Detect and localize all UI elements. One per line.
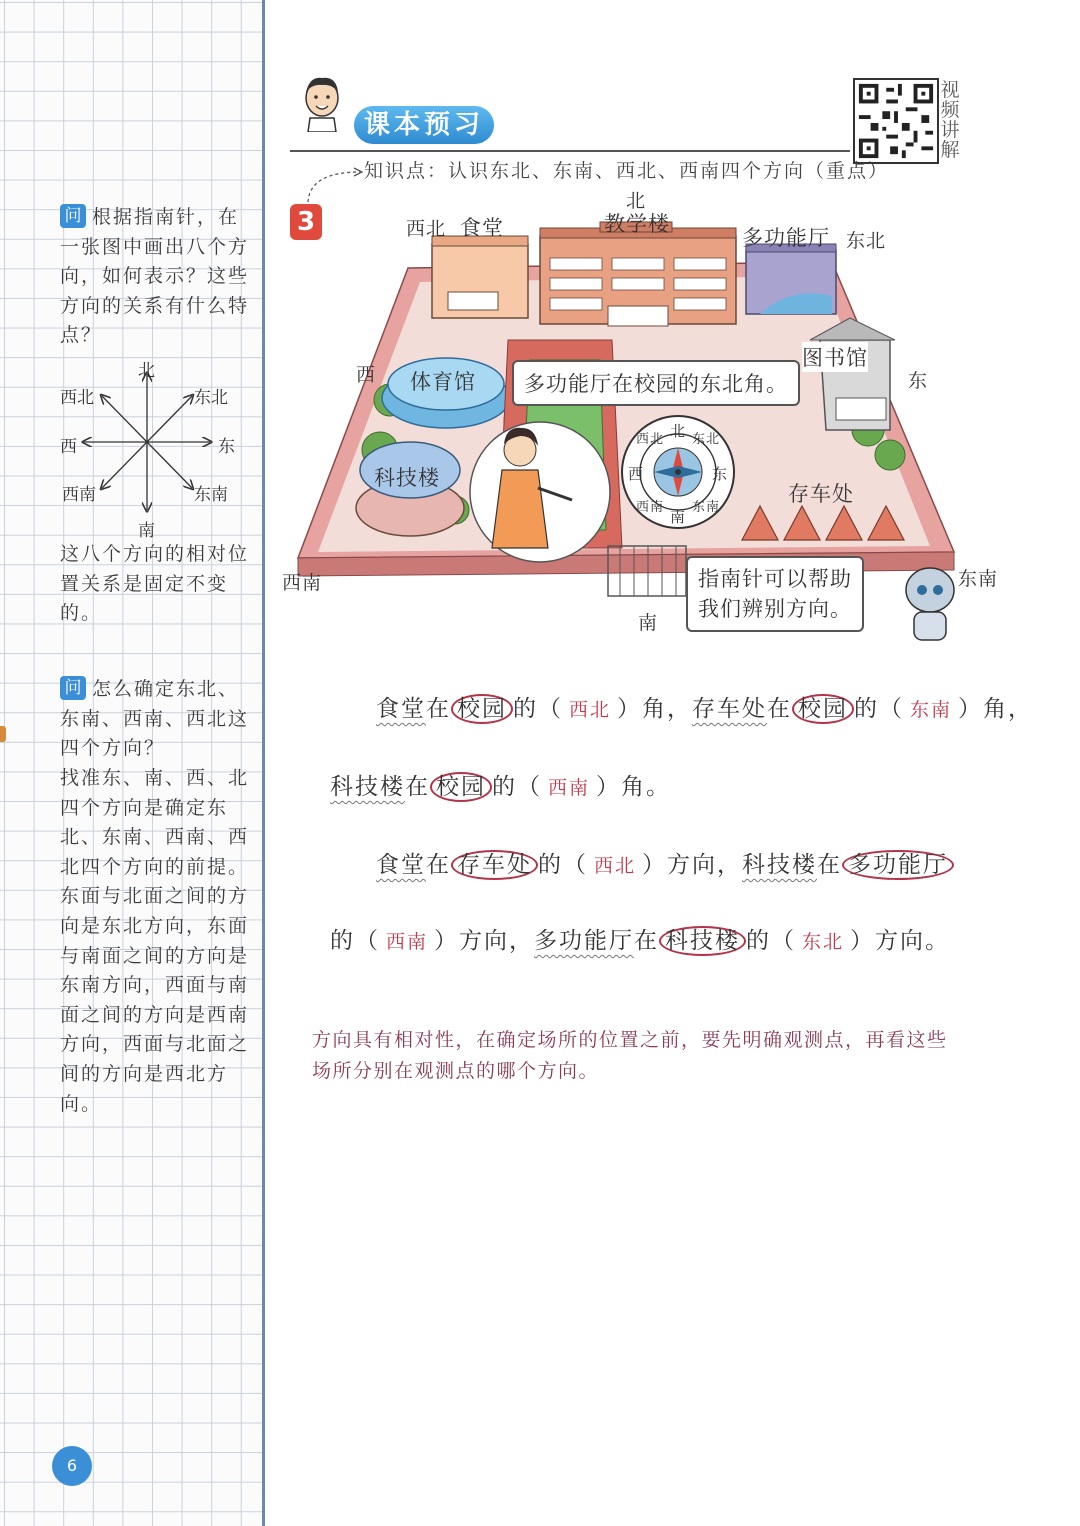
- stmt-text: ）方向，: [434, 928, 535, 954]
- compass-south: 南: [670, 508, 687, 526]
- statement-4: [330, 922, 950, 955]
- stmt-subject: 科技楼: [330, 774, 405, 800]
- stmt-reference: 校园: [451, 694, 513, 724]
- robot-speech-line-2: 我们辨别方向。: [698, 597, 852, 621]
- compass-southeast: 东南: [692, 500, 721, 515]
- stmt-reference: 科技楼: [659, 926, 746, 956]
- diagram-west: 西: [60, 437, 77, 457]
- label-northwest: 西北: [406, 218, 447, 240]
- diagram-northwest: 西北: [60, 388, 94, 408]
- stmt-answer: 西南: [386, 931, 429, 953]
- sidebar-answer-2: 找准东、南、西、北四个方向是确定东北、东南、西南、西北四个方向的前提。东面与北面之间的方向是东北方向，东面与南面之间的方向是东南方向，西面与南面之间的方向是西南方向，西面与北面之间的方向是西北方向。: [60, 767, 250, 1115]
- stmt-subject: 科技楼: [742, 852, 818, 878]
- stmt-answer: 西南: [548, 777, 591, 799]
- label-cafeteria: 食堂: [460, 216, 504, 240]
- video-lecture-label[interactable]: 视频讲解: [940, 79, 960, 161]
- compass-north: 北: [670, 422, 687, 440]
- page-edge-tab: [0, 726, 6, 742]
- stmt-text: 在: [426, 696, 451, 722]
- stmt-text: ）角。: [596, 774, 672, 800]
- label-southwest: 西南: [282, 572, 323, 594]
- diagram-southeast: 东南: [194, 485, 228, 505]
- statement-2: [330, 768, 671, 801]
- girl-figure: [470, 422, 610, 562]
- stmt-text: 的（: [538, 852, 588, 878]
- label-multi-hall: 多功能厅: [742, 226, 830, 250]
- label-south: 南: [638, 612, 659, 634]
- stmt-text: 的（: [330, 928, 380, 954]
- stmt-text: 的（: [854, 696, 905, 722]
- label-northeast: 东北: [846, 230, 887, 252]
- label-southeast: 东南: [958, 568, 999, 590]
- diagram-southwest: 西南: [62, 485, 96, 505]
- stmt-text: ）方向，: [642, 852, 743, 878]
- diagram-north: 北: [138, 361, 155, 381]
- label-science-building: 科技楼: [374, 466, 440, 490]
- sidebar-answer-1: 这八个方向的相对位置关系是固定不变的。: [60, 543, 250, 625]
- label-east: 东: [908, 370, 929, 392]
- question-badge: 问: [60, 676, 86, 700]
- label-bike-shed: 存车处: [788, 482, 854, 506]
- diagram-east: 东: [218, 437, 235, 457]
- stmt-answer: 西北: [594, 855, 637, 877]
- robot-speech-bubble: [686, 556, 864, 632]
- label-north: 北: [626, 190, 647, 212]
- question-1-text: 根据指南针，在一张图中画出八个方向，如何表示？这些方向的关系有什么特点？: [60, 206, 250, 347]
- multi-purpose-hall: [746, 244, 836, 314]
- compass-northwest: 西北: [636, 432, 665, 447]
- stmt-answer: 西北: [569, 699, 612, 721]
- statement-3: [376, 846, 954, 879]
- stmt-text: 的（: [513, 696, 563, 722]
- stmt-subject: 多功能厅: [534, 928, 635, 954]
- knowledge-point: 知识点：认识东北、东南、西北、西南四个方向（重点）: [364, 160, 890, 182]
- stmt-text: ）角，: [617, 696, 693, 722]
- section-title: 课本预习: [354, 106, 494, 144]
- stmt-reference: 校园: [792, 694, 854, 724]
- diagram-northeast: 东北: [194, 388, 228, 408]
- stmt-text: ）角，: [958, 696, 1034, 722]
- stmt-text: 在: [405, 774, 430, 800]
- stmt-reference: 多功能厅: [842, 850, 954, 880]
- cafeteria-building: [432, 236, 528, 318]
- diagram-south: 南: [138, 521, 155, 541]
- stmt-text: 的（: [746, 928, 797, 954]
- stmt-text: ）方向。: [850, 928, 951, 954]
- question-2-text: 怎么确定东北、东南、西南、西北这四个方向？: [60, 678, 250, 760]
- compass-northeast: 东北: [692, 432, 721, 447]
- statement-1: [376, 690, 1033, 723]
- compass-west: 西: [628, 465, 645, 483]
- label-gym: 体育馆: [410, 370, 476, 394]
- stmt-text: 在: [634, 928, 660, 954]
- compass-east: 东: [712, 465, 729, 483]
- page-number: 6: [52, 1446, 92, 1486]
- question-badge: 问: [60, 204, 86, 228]
- stmt-answer: 东北: [802, 931, 845, 953]
- robot-figure: [906, 568, 954, 640]
- stmt-reference: 存车处: [451, 850, 538, 880]
- tip-note: 方向具有相对性，在确定场所的位置之前，要先明确观测点，再看这些场所分别在观测点的哪个方向。: [312, 1029, 948, 1082]
- stmt-answer: 东南: [910, 699, 953, 721]
- stmt-subject: 食堂: [376, 852, 426, 878]
- sidebar-question-2: [60, 675, 250, 764]
- stmt-text: 在: [767, 696, 793, 722]
- girl-speech-bubble: 多功能厅在校园的东北角。: [512, 360, 800, 406]
- label-west: 西: [356, 364, 377, 386]
- robot-speech-line-1: 指南针可以帮助: [698, 567, 852, 591]
- stmt-text: 在: [426, 852, 451, 878]
- stmt-text: 在: [817, 852, 843, 878]
- label-teaching-building: 教学楼: [604, 212, 670, 236]
- stmt-subject: 食堂: [376, 696, 426, 722]
- lesson-number-badge: 3: [290, 204, 322, 240]
- stmt-reference: 校园: [430, 772, 492, 802]
- stmt-subject: 存车处: [692, 696, 768, 722]
- compass-southwest: 西南: [636, 500, 665, 515]
- label-library: 图书馆: [802, 342, 868, 372]
- stmt-text: 的（: [492, 774, 542, 800]
- campus-illustration: [0, 0, 1080, 660]
